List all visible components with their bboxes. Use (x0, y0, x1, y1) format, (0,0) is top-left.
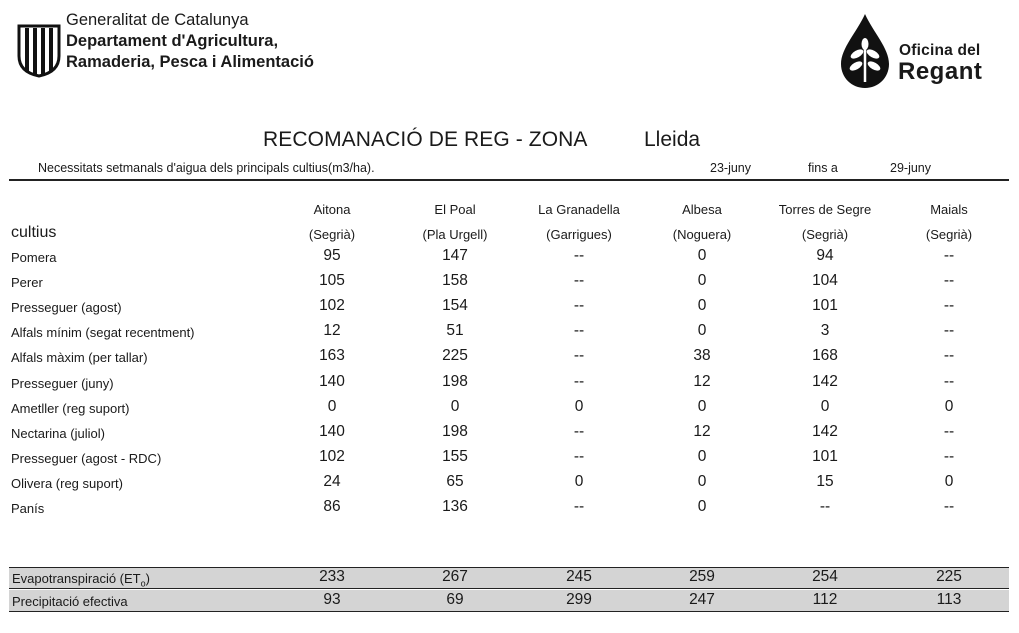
table-cell: -- (573, 498, 585, 515)
table-cell: 198 (442, 422, 468, 440)
table-cell: -- (943, 347, 955, 365)
table-cell: 198 (442, 372, 468, 390)
org-line-2: Departament d'Agricultura, (66, 32, 279, 50)
summary-cell: 93 (323, 591, 341, 608)
table-cell: 0 (820, 397, 830, 415)
summary-cell: 225 (936, 568, 962, 585)
crop-name: Presseguer (agost) (11, 300, 122, 316)
table-cell: 0 (450, 397, 460, 415)
table-cell: 142 (812, 372, 838, 390)
summary-label-close: ) (145, 571, 150, 586)
table-cell: -- (819, 498, 831, 515)
table-cell: -- (573, 372, 585, 390)
table-cell: 102 (319, 297, 345, 315)
column-header-name: Albesa (682, 202, 722, 217)
table-cell: 0 (944, 472, 954, 490)
table-cell: 12 (323, 322, 341, 340)
crop-name: Presseguer (juny) (11, 375, 114, 391)
summary-cell: 113 (936, 591, 962, 608)
crop-name: Panís (11, 501, 45, 516)
table-cell: -- (573, 422, 585, 440)
org-line-3: Ramaderia, Pesca i Alimentació (66, 53, 314, 71)
table-cell: -- (573, 447, 585, 465)
table-cell: 101 (812, 297, 838, 315)
table-cell: -- (943, 372, 955, 390)
table-cell: 136 (442, 498, 468, 515)
table-cell: -- (573, 347, 585, 365)
effective-precipitation-row (9, 590, 1009, 612)
table-cell: 147 (442, 247, 468, 264)
table-cell: -- (573, 272, 585, 290)
table-cell: 0 (697, 272, 707, 290)
table-cell: 94 (816, 247, 834, 264)
table-cell: 0 (574, 472, 584, 490)
summary-cell: 267 (442, 568, 468, 585)
table-cell: 86 (323, 498, 341, 515)
column-header-name: La Granadella (538, 202, 620, 217)
table-cell: -- (943, 447, 955, 465)
table-cell: 0 (327, 397, 337, 415)
table-cell: 0 (697, 247, 707, 264)
column-header-name: Aitona (313, 202, 351, 217)
table-cell: -- (573, 247, 585, 264)
table-cell: 12 (693, 422, 711, 440)
summary-label-text: Precipitació efectiva (12, 594, 128, 609)
table-cell: 0 (697, 297, 707, 315)
summary-cell: 112 (812, 591, 838, 608)
crop-name: Perer (11, 275, 43, 291)
summary-cell: 259 (689, 568, 715, 585)
table-cell: -- (943, 272, 955, 290)
column-header-region: (Segrià) (308, 227, 356, 242)
table-cell: 155 (442, 447, 468, 465)
table-cell: 0 (944, 397, 954, 415)
table-cell: 140 (319, 422, 345, 440)
column-header-region: (Garrigues) (546, 227, 612, 242)
header-divider (9, 179, 1009, 181)
evapotranspiration-row (9, 567, 1009, 589)
table-cell: 158 (442, 272, 468, 290)
table-cell: -- (573, 297, 585, 315)
table-cell: -- (943, 322, 955, 340)
table-cell: 168 (812, 347, 838, 365)
table-cell: 38 (693, 347, 711, 365)
zone-name: Lleida (644, 128, 701, 151)
subtitle: Necessitats setmanals d'aigua dels principals cultius(m3/ha). (38, 161, 375, 175)
summary-label-text: Evapotranspiració (ET (12, 571, 141, 586)
table-cell: 140 (319, 372, 345, 390)
table-cell: 104 (812, 272, 838, 290)
table-cell: 102 (319, 447, 345, 465)
crop-name: Ametller (reg suport) (11, 400, 130, 416)
table-cell: 3 (820, 322, 830, 340)
table-cell: 225 (442, 347, 468, 365)
crop-name: Alfals màxim (per tallar) (11, 350, 148, 366)
table-cell: 0 (574, 397, 584, 415)
crop-name: Olivera (reg suport) (11, 475, 123, 491)
table-cell: -- (943, 422, 955, 440)
summary-cell: 233 (319, 568, 345, 585)
table-cell: 51 (446, 322, 464, 340)
table-cell: 24 (323, 472, 341, 490)
summary-cell: 245 (566, 568, 592, 585)
date-separator: fins a (808, 161, 838, 175)
table-cell: 12 (693, 372, 711, 390)
table-cell: 0 (697, 397, 707, 415)
summary-cell: 299 (566, 591, 592, 608)
crop-name: Pomera (11, 250, 57, 265)
table-cell: -- (573, 322, 585, 340)
summary-cell: 247 (689, 591, 715, 608)
page-title: RECOMANACIÓ DE REG - ZONA (263, 128, 588, 151)
table-cell: 15 (816, 472, 834, 490)
crop-name: Alfals mínim (segat recentment) (11, 325, 195, 341)
summary-label (12, 594, 128, 609)
table-cell: 65 (446, 472, 464, 490)
table-cell: 142 (812, 422, 838, 440)
crop-column-header: cultius (11, 224, 57, 241)
table-cell: 95 (323, 247, 341, 264)
column-header-name: El Poal (434, 202, 476, 217)
column-header-region: (Segrià) (801, 227, 849, 242)
summary-label (12, 571, 150, 589)
oficina-regant-logo (835, 12, 1005, 92)
table-cell: 0 (697, 447, 707, 465)
summary-cell: 254 (812, 568, 838, 585)
date-to: 29-juny (890, 161, 931, 175)
table-cell: 0 (697, 498, 707, 515)
crop-name: Presseguer (agost - RDC) (11, 450, 162, 466)
logo-text-line-2: Regant (898, 58, 983, 85)
table-cell: 0 (697, 472, 707, 490)
table-cell: -- (943, 297, 955, 315)
column-header-name: Maials (930, 202, 968, 217)
column-header-name: Torres de Segre (778, 202, 872, 217)
column-header-region: (Segrià) (925, 227, 973, 242)
column-header-region: (Noguera) (672, 227, 732, 242)
table-cell: -- (943, 247, 955, 264)
table-cell: 163 (319, 347, 345, 365)
table-cell: 105 (319, 272, 345, 290)
table-cell: 154 (442, 297, 468, 315)
table-cell: 101 (812, 447, 838, 465)
org-line-1: Generalitat de Catalunya (66, 11, 249, 29)
summary-label-subscript: o (140, 578, 146, 589)
date-from: 23-juny (710, 161, 751, 175)
water-drop-leaf-icon (835, 12, 895, 90)
table-cell: 0 (697, 322, 707, 340)
table-cell: -- (943, 498, 955, 515)
column-header-region: (Pla Urgell) (422, 227, 488, 242)
organization-name (66, 10, 314, 73)
crop-name: Nectarina (juliol) (11, 425, 105, 441)
catalonia-shield-icon (16, 22, 62, 78)
summary-cell: 69 (446, 591, 464, 608)
logo-text-line-1: Oficina del (899, 42, 981, 59)
